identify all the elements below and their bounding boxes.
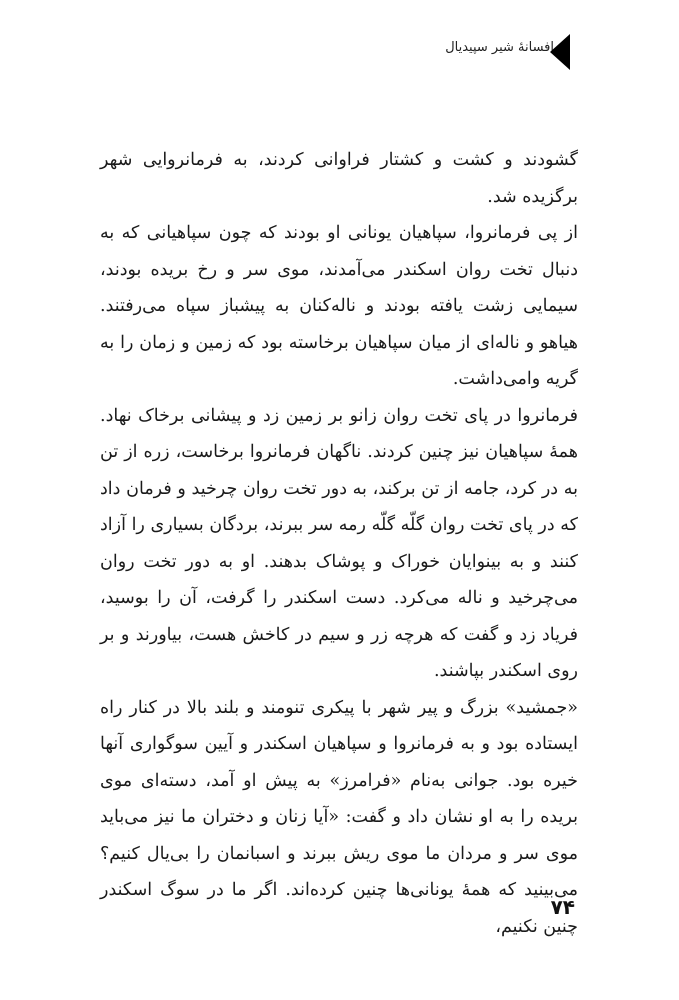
triangle-left-icon-svg xyxy=(548,32,572,72)
triangle-left-icon xyxy=(548,32,572,72)
paragraph: «جمشید» بزرگ و پیر شهر با پیکری تنومند و بلند بالا در کنار راه ایستاده بود و به فرمانروا و سپاهیان اسکندر و آیین سوگواری آنها خیره بود. جوانی به‌نام «فرامرز» به پیش او آمد، دسته‌ای موی بریده را به او نشان داد و گفت: «آیا زنان و دختران ما نیز می‌باید موی سر و مردان ما موی ریش ببرند و اسبانمان را بی‌یال کنیم؟ می‌بینید که همهٔ یونانی‌ها چنین کرده‌اند. اگر ما در سوگ اسکندر چنین نکنیم، xyxy=(100,697,578,937)
running-header xyxy=(445,40,554,55)
paragraph: گشودند و کشت و کشتار فراوانی کردند، به فرمانروایی شهر برگزیده شد. xyxy=(100,150,578,207)
book-title: افسانهٔ شیر سپیدیال xyxy=(445,40,554,55)
page-number: ۷۴ xyxy=(550,895,575,919)
paragraph: فرمانروا در پای تخت روان زانو بر زمین زد و پیشانی برخاک نهاد. همهٔ سپاهیان نیز چنین کردند. ناگهان فرمانروا برخاست، زره از تن به در کرد، جامه از تن برکند، به دور تخت روان چرخید و فرمان داد که در پای تخت روان گلّه گلّه رمه سر ببرند، بردگان بسیاری را آزاد کنند و به بینوایان خوراک و پوشاک بدهند. او به دور تخت روان می‌چرخید و ناله می‌کرد. دست اسکندر را گرفت، آن را بوسید، فریاد زد و گفت که هرچه زر و سیم در کاخش هست، بیاورند و بر روی اسکندر بپاشند. xyxy=(100,405,578,681)
paragraph: از پی فرمانروا، سپاهیان یونانی او بودند که چون سپاهیانی که به دنبال تخت روان اسکندر می‌آمدند، موی سر و رخ بریده بودند، سیمایی زشت یافته بودند و ناله‌کنان به پیشباز سپاه می‌رفتند. هیاهو و ناله‌ای از میان سپاهیان برخاسته بود که زمین و زمان را به گریه وامی‌داشت. xyxy=(100,223,578,389)
body-text xyxy=(100,142,578,945)
